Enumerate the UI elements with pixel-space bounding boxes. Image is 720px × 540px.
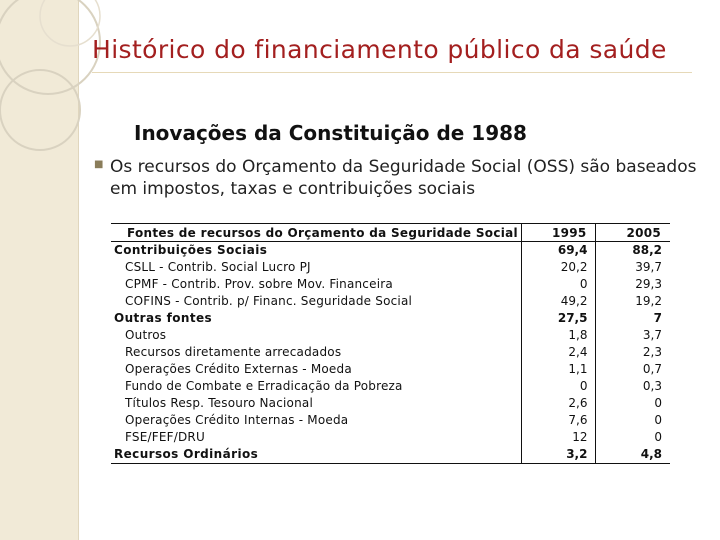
- value-1995: 27,5: [521, 310, 596, 327]
- value-2005: 0: [596, 395, 670, 412]
- table-header-row: [111, 224, 670, 242]
- row-label: Recursos diretamente arrecadados: [125, 345, 342, 359]
- table-row: [111, 242, 670, 260]
- value-2005: 3,7: [596, 327, 670, 344]
- value-1995: 49,2: [521, 293, 596, 310]
- row-label: Operações Crédito Externas - Moeda: [125, 362, 352, 376]
- value-1995: 69,4: [521, 242, 596, 260]
- bullet-text: Os recursos do Orçamento da Seguridade Social (OSS) são baseados em impostos, taxas e contribuições sociais: [110, 157, 697, 199]
- value-2005: 29,3: [596, 276, 670, 293]
- value-2005: 0: [596, 429, 670, 446]
- row-label: CPMF - Contrib. Prov. sobre Mov. Financeira: [125, 277, 393, 291]
- title-divider: [92, 72, 692, 73]
- bullet-square-icon: ■: [94, 159, 104, 170]
- table-row: [111, 412, 670, 429]
- table-row: [111, 344, 670, 361]
- row-label: Recursos Ordinários: [111, 446, 521, 464]
- table-row: [111, 395, 670, 412]
- funding-sources-table: [111, 223, 670, 464]
- slide-subtitle: Inovações da Constituição de 1988: [134, 121, 527, 145]
- row-label: Outros: [125, 328, 167, 342]
- value-1995: 7,6: [521, 412, 596, 429]
- value-1995: 0: [521, 378, 596, 395]
- header-year-2005: 2005: [596, 224, 670, 242]
- row-label: CSLL - Contrib. Social Lucro PJ: [125, 260, 311, 274]
- value-2005: 39,7: [596, 259, 670, 276]
- bullet-item: [94, 156, 700, 200]
- table-row: [111, 293, 670, 310]
- value-2005: 19,2: [596, 293, 670, 310]
- row-label: Outras fontes: [114, 311, 213, 325]
- table-row: [111, 361, 670, 378]
- value-2005: 0,3: [596, 378, 670, 395]
- table-row: [111, 327, 670, 344]
- value-2005: 4,8: [596, 446, 670, 464]
- row-label: Fundo de Combate e Erradicação da Pobreza: [125, 379, 403, 393]
- value-2005: 0: [596, 412, 670, 429]
- row-label: FSE/FEF/DRU: [125, 430, 205, 444]
- row-label: Contribuições Sociais: [114, 243, 268, 257]
- table-row: [111, 276, 670, 293]
- value-1995: 20,2: [521, 259, 596, 276]
- table-row: [111, 310, 670, 327]
- row-label: Títulos Resp. Tesouro Nacional: [125, 396, 313, 410]
- table-row: [111, 259, 670, 276]
- value-1995: 1,1: [521, 361, 596, 378]
- value-1995: 12: [521, 429, 596, 446]
- value-2005: 88,2: [596, 242, 670, 260]
- value-2005: 2,3: [596, 344, 670, 361]
- header-year-1995: 1995: [521, 224, 596, 242]
- table-row: [111, 446, 670, 464]
- value-1995: 0: [521, 276, 596, 293]
- row-label: COFINS - Contrib. p/ Financ. Seguridade Social: [125, 294, 413, 308]
- row-label: Operações Crédito Internas - Moeda: [125, 413, 349, 427]
- decorative-circles: [0, 0, 110, 220]
- header-sources: Fontes de recursos do Orçamento da Seguridade Social: [111, 224, 521, 242]
- table-row: [111, 378, 670, 395]
- slide-title: Histórico do financiamento público da saúde: [92, 35, 667, 64]
- value-1995: 1,8: [521, 327, 596, 344]
- table-row: [111, 429, 670, 446]
- value-1995: 2,6: [521, 395, 596, 412]
- value-2005: 0,7: [596, 361, 670, 378]
- value-1995: 2,4: [521, 344, 596, 361]
- value-2005: 7: [596, 310, 670, 327]
- value-1995: 3,2: [521, 446, 596, 464]
